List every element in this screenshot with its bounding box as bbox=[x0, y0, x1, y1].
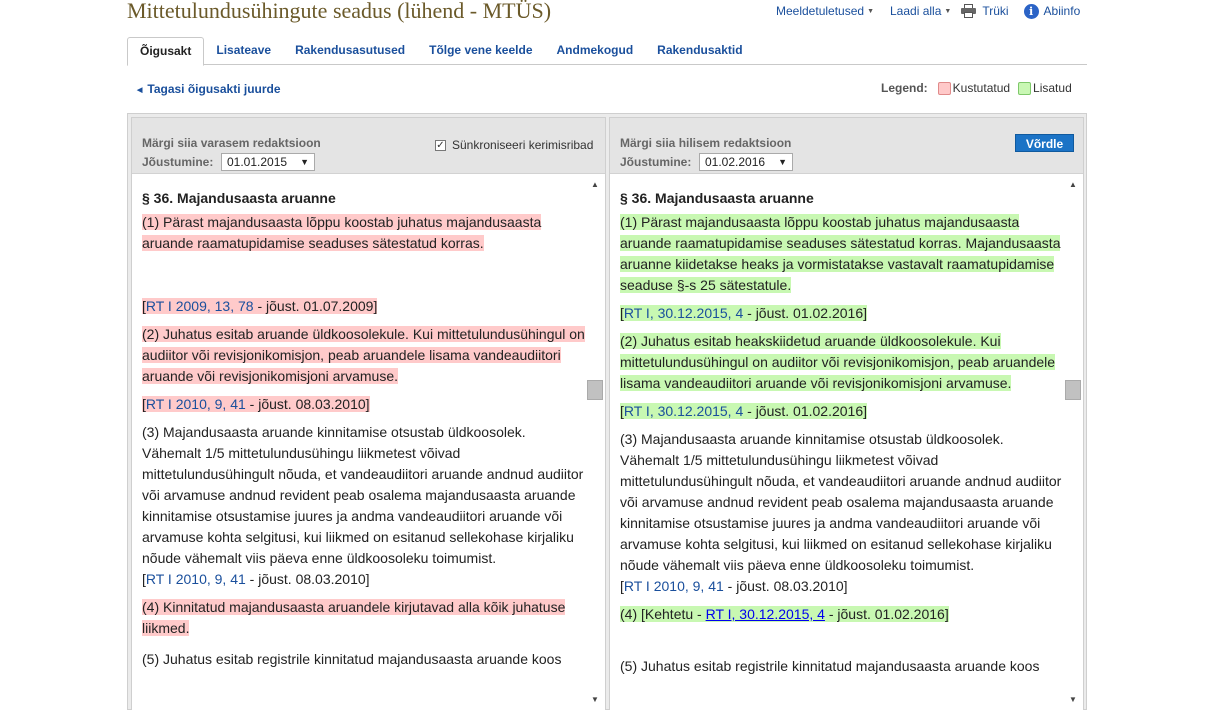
later-scrollbar[interactable] bbox=[1063, 175, 1083, 710]
reference-link[interactable]: RT I, 30.12.2015, 4 bbox=[623, 305, 744, 321]
reference-link[interactable]: RT I 2010, 9, 41 bbox=[145, 571, 246, 587]
effective-label: Jõustumine: bbox=[142, 155, 214, 169]
reference-tail: - jõust. 01.02.2016 bbox=[743, 403, 864, 419]
reference-3: [RT I 2010, 9, 41 - jõust. 08.03.2010] bbox=[142, 571, 370, 587]
tab-bar bbox=[127, 37, 1087, 65]
sync-scrollbars[interactable] bbox=[435, 138, 593, 152]
paragraph-4 bbox=[620, 604, 1063, 625]
earlier-version-text bbox=[132, 175, 585, 710]
earlier-date-value: 01.01.2015 bbox=[227, 155, 288, 169]
reference-tail: - jõust. 01.02.2016 bbox=[743, 305, 864, 321]
deleted-swatch bbox=[938, 82, 951, 95]
tab-additional-info[interactable]: Lisateave bbox=[216, 43, 272, 57]
paragraph-3: (3) Majandusaasta aruande kinnitamise otsustab üldkoosolek. Vähemalt 1/5 mittetulundusühingu liikmetest võivad mittetulundusühingult nõuda, et vandeaudiitori aruande andnud audiitor või arvamuse andnud revident peab osalema majandusaasta aruande kinnitamise otsustamise juures ja andma vandeaudiitori aruande või arvamuse kohta selgitusi, kui liikmed on esitanud sellekohase kirjaliku nõude vähemalt viis päeva enne üldkoosoleku toimumist. bbox=[620, 431, 1062, 573]
paragraph-3: (3) Majandusaasta aruande kinnitamise otsustab üldkoosolek. Vähemalt 1/5 mittetulundusühingu liikmetest võivad mittetulundusühingult nõuda, et vandeaudiitori aruande andnud audiitor või arvamuse andnud revident peab osalema majandusaasta aruande kinnitamise otsustamise juures ja andma vandeaudiitori aruande või arvamuse kohta selgitusi, kui liikmed on esitanud sellekohase kirjaliku nõude vähemalt viis päeva enne üldkoosoleku toimumist. bbox=[142, 424, 584, 566]
earlier-version-panel bbox=[131, 117, 606, 710]
paragraph-4 bbox=[142, 597, 585, 639]
tab-legal-act[interactable]: Õigusakt bbox=[127, 37, 204, 66]
later-date-value: 01.02.2016 bbox=[705, 155, 766, 169]
scroll-up-icon[interactable]: ▲ bbox=[1069, 180, 1077, 189]
reference-tail: - jõust. 08.03.2010 bbox=[245, 396, 366, 412]
paragraph-5: (5) Juhatus esitab registrile kinnitatud majandusaasta aruande koos bbox=[620, 658, 1040, 674]
tab-implementing-acts[interactable]: Rakendusaktid bbox=[657, 43, 743, 57]
info-icon: i bbox=[1024, 4, 1039, 19]
legend-label: Legend: bbox=[881, 81, 928, 95]
tab-databases[interactable]: Andmekogud bbox=[556, 43, 634, 57]
chevron-left-icon: ◀ bbox=[137, 87, 143, 94]
later-date-select[interactable] bbox=[699, 153, 793, 171]
reminders-label: Meeldetuletused bbox=[776, 4, 865, 18]
compare-button[interactable]: Võrdle bbox=[1015, 134, 1074, 152]
reference-link[interactable]: RT I, 30.12.2015, 4 bbox=[705, 606, 825, 622]
later-version-label: Märgi siia hilisem redaktsioon bbox=[620, 136, 792, 150]
reference-link[interactable]: RT I, 30.12.2015, 4 bbox=[623, 403, 744, 419]
help-label: Abiinfo bbox=[1043, 4, 1081, 18]
scrollbar-thumb[interactable] bbox=[587, 380, 603, 400]
comparison-area bbox=[127, 113, 1087, 710]
legend-added: Lisatud bbox=[1033, 81, 1072, 95]
reference-link[interactable]: RT I 2010, 9, 41 bbox=[145, 396, 246, 412]
paragraph-2 bbox=[142, 324, 585, 387]
page-title: Mittetulundusühingute seadus (lühend - MTÜS) bbox=[127, 0, 552, 23]
earlier-version-header bbox=[132, 118, 605, 174]
later-version-header bbox=[610, 118, 1083, 174]
reference-1: [RT I 2009, 13, 78 - jõust. 01.07.2009] bbox=[142, 298, 378, 314]
sync-label: Sünkroniseeri kerimisribad bbox=[452, 138, 594, 152]
reminders-menu[interactable] bbox=[776, 4, 874, 18]
chevron-down-icon: ▼ bbox=[867, 7, 874, 15]
reference-tail: - jõust. 01.02.2016] bbox=[824, 606, 949, 622]
section-heading: § 36. Majandusaasta aruanne bbox=[142, 190, 336, 206]
section-heading: § 36. Majandusaasta aruanne bbox=[620, 190, 814, 206]
tab-russian-translation[interactable]: Tõlge vene keelde bbox=[429, 43, 533, 57]
added-text: (1) Pärast majandusaasta lõppu koostab juhatus majandusaasta aruande raamatupidamise seaduses sätestatud korras. Majandusaasta aruanne kiidetakse heaks ja vormistatakse vastavalt raamatupidamise seaduse §-s 25 sätestatule. bbox=[620, 214, 1061, 293]
paragraph-5: (5) Juhatus esitab registrile kinnitatud majandusaasta aruande koos bbox=[142, 651, 562, 667]
printer-icon bbox=[961, 4, 976, 18]
back-to-act-link[interactable] bbox=[137, 82, 281, 96]
legend-deleted: Kustutatud bbox=[952, 81, 1011, 95]
reference-2: [RT I, 30.12.2015, 4 - jõust. 01.02.2016] bbox=[620, 403, 868, 419]
effective-label: Jõustumine: bbox=[620, 155, 692, 169]
reference-link[interactable]: RT I 2010, 9, 41 bbox=[623, 578, 724, 594]
scroll-down-icon[interactable]: ▼ bbox=[1069, 695, 1077, 704]
reference-tail: - jõust. 08.03.2010 bbox=[723, 578, 844, 594]
deleted-text: (2) Juhatus esitab aruande üldkoosolekule. Kui mittetulundusühingul on audiitor või revisjonikomisjon, peab aruandele lisama vandeaudiitori aruande või revisjonikomisjoni arvamuse. bbox=[142, 326, 585, 384]
download-menu[interactable] bbox=[890, 4, 951, 18]
legend bbox=[881, 81, 1080, 95]
scroll-up-icon[interactable]: ▲ bbox=[591, 180, 599, 189]
earlier-scrollbar[interactable] bbox=[585, 175, 605, 710]
dropdown-arrow-icon: ▼ bbox=[778, 157, 787, 167]
back-link-label: Tagasi õigusakti juurde bbox=[147, 82, 281, 96]
deleted-text: (1) Pärast majandusaasta lõppu koostab juhatus majandusaasta aruande raamatupidamise seaduses sätestatud korras. bbox=[142, 214, 542, 251]
checkbox-checked-icon[interactable]: ✓ bbox=[436, 139, 445, 151]
added-swatch bbox=[1018, 82, 1031, 95]
reference-1: [RT I, 30.12.2015, 4 - jõust. 01.02.2016] bbox=[620, 305, 868, 321]
reference-tail: - jõust. 08.03.2010 bbox=[245, 571, 366, 587]
top-links bbox=[776, 3, 1080, 19]
reference-2: [RT I 2010, 9, 41 - jõust. 08.03.2010] bbox=[142, 396, 370, 412]
scrollbar-thumb[interactable] bbox=[1065, 380, 1081, 400]
deleted-text: (4) Kinnitatud majandusaasta aruandele kirjutavad alla kõik juhatuse liikmed. bbox=[142, 599, 566, 636]
dropdown-arrow-icon: ▼ bbox=[300, 157, 309, 167]
added-text: (2) Juhatus esitab heakskiidetud aruande üldkoosolekule. Kui mittetulundusühingul on audiitor või revisjonikomisjon, peab aruandele lisama vandeaudiitori aruande või revisjonikomisjoni arvamuse. bbox=[620, 333, 1056, 391]
paragraph-1 bbox=[142, 212, 585, 289]
later-version-text bbox=[610, 175, 1063, 710]
print-label: Trüki bbox=[982, 4, 1009, 18]
reference-3: [RT I 2010, 9, 41 - jõust. 08.03.2010] bbox=[620, 578, 848, 594]
tab-implementing-agencies[interactable]: Rakendusasutused bbox=[295, 43, 406, 57]
download-label: Laadi alla bbox=[890, 4, 942, 18]
paragraph-2 bbox=[620, 331, 1063, 394]
scroll-down-icon[interactable]: ▼ bbox=[591, 695, 599, 704]
reference-link[interactable]: RT I 2009, 13, 78 bbox=[145, 298, 254, 314]
help-link[interactable] bbox=[1024, 4, 1081, 19]
later-version-panel bbox=[609, 117, 1084, 710]
paragraph-1 bbox=[620, 212, 1063, 296]
earlier-date-select[interactable] bbox=[221, 153, 315, 171]
chevron-down-icon: ▼ bbox=[944, 7, 952, 15]
print-link[interactable] bbox=[961, 4, 1008, 18]
earlier-version-label: Märgi siia varasem redaktsioon bbox=[142, 136, 321, 150]
reference-tail: - jõust. 01.07.2009 bbox=[253, 298, 374, 314]
repealed-prefix: (4) [Kehtetu - bbox=[620, 606, 706, 622]
